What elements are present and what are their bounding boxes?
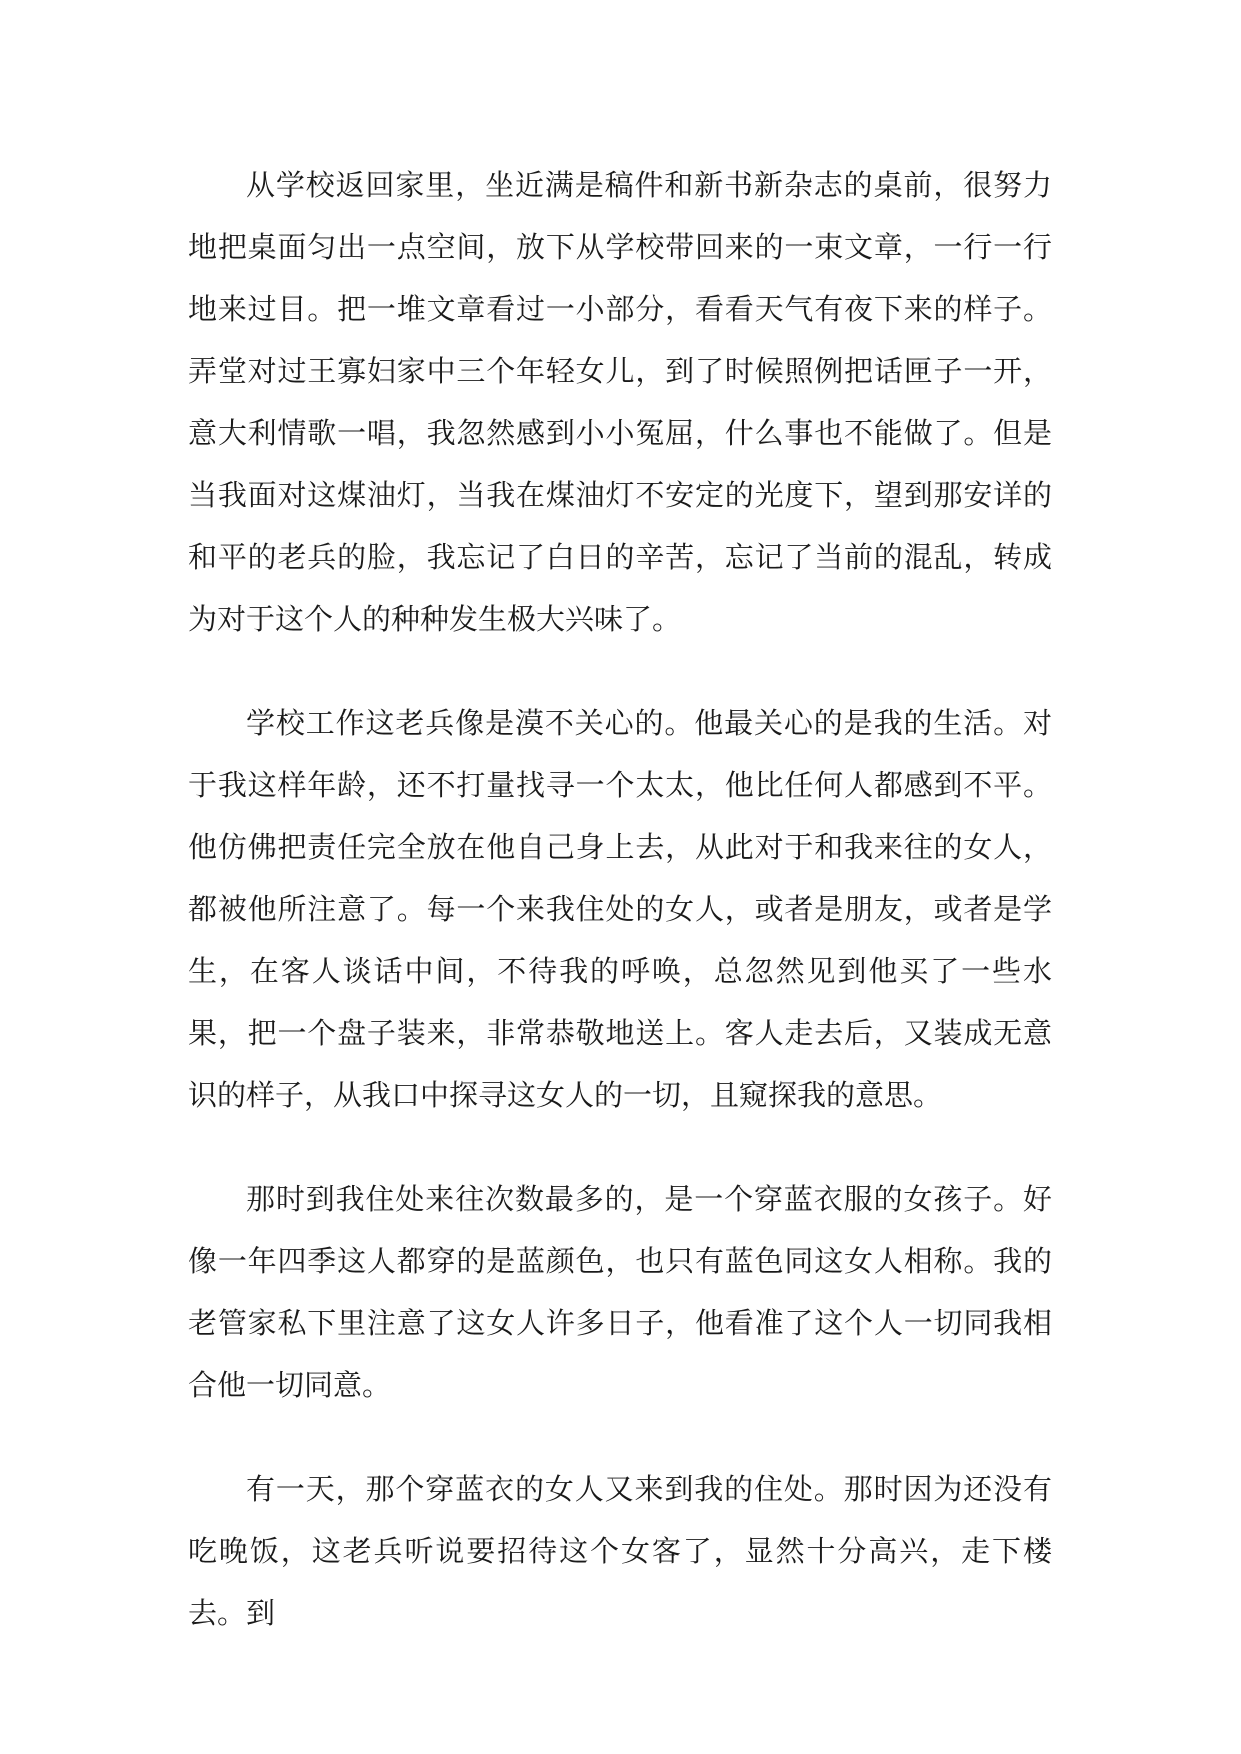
paragraph-1: 从学校返回家里，坐近满是稿件和新书新杂志的桌前，很努力地把桌面匀出一点空间，放下从学校带回来的一束文章，一行一行地来过目。把一堆文章看过一小部分，看看天气有夜下来的样子。弄堂对过王寡妇家中三个年轻女儿，到了时候照例把话匣子一开，意大利情歌一唱，我忽然感到小小冤屈，什么事也不能做了。但是当我面对这煤油灯，当我在煤油灯不安定的光度下，望到那安详的和平的老兵的脸，我忘记了白日的辛苦，忘记了当前的混乱，转成为对于这个人的种种发生极大兴味了。: [188, 168, 1052, 636]
paragraph-4: 有一天，那个穿蓝衣的女人又来到我的住处。那时因为还没有吃晚饭，这老兵听说要招待这个女客了，显然十分高兴，走下楼去。到: [188, 1472, 1052, 1630]
body-text: [188, 154, 1052, 1686]
paragraph-2: 学校工作这老兵像是漠不关心的。他最关心的是我的生活。对于我这样年龄，还不打量找寻一个太太，他比任何人都感到不平。他仿佛把责任完全放在他自己身上去，从此对于和我来往的女人，都被他所注意了。每一个来我住处的女人，或者是朋友，或者是学生，在客人谈话中间，不待我的呼唤，总忽然见到他买了一些水果，把一个盘子装来，非常恭敬地送上。客人走去后，又装成无意识的样子，从我口中探寻这女人的一切，且窥探我的意思。: [188, 706, 1052, 1112]
paragraph-3: 那时到我住处来往次数最多的，是一个穿蓝衣服的女孩子。好像一年四季这人都穿的是蓝颜色，也只有蓝色同这女人相称。我的老管家私下里注意了这女人许多日子，他看准了这个人一切同我相合他一切同意。: [188, 1182, 1052, 1402]
